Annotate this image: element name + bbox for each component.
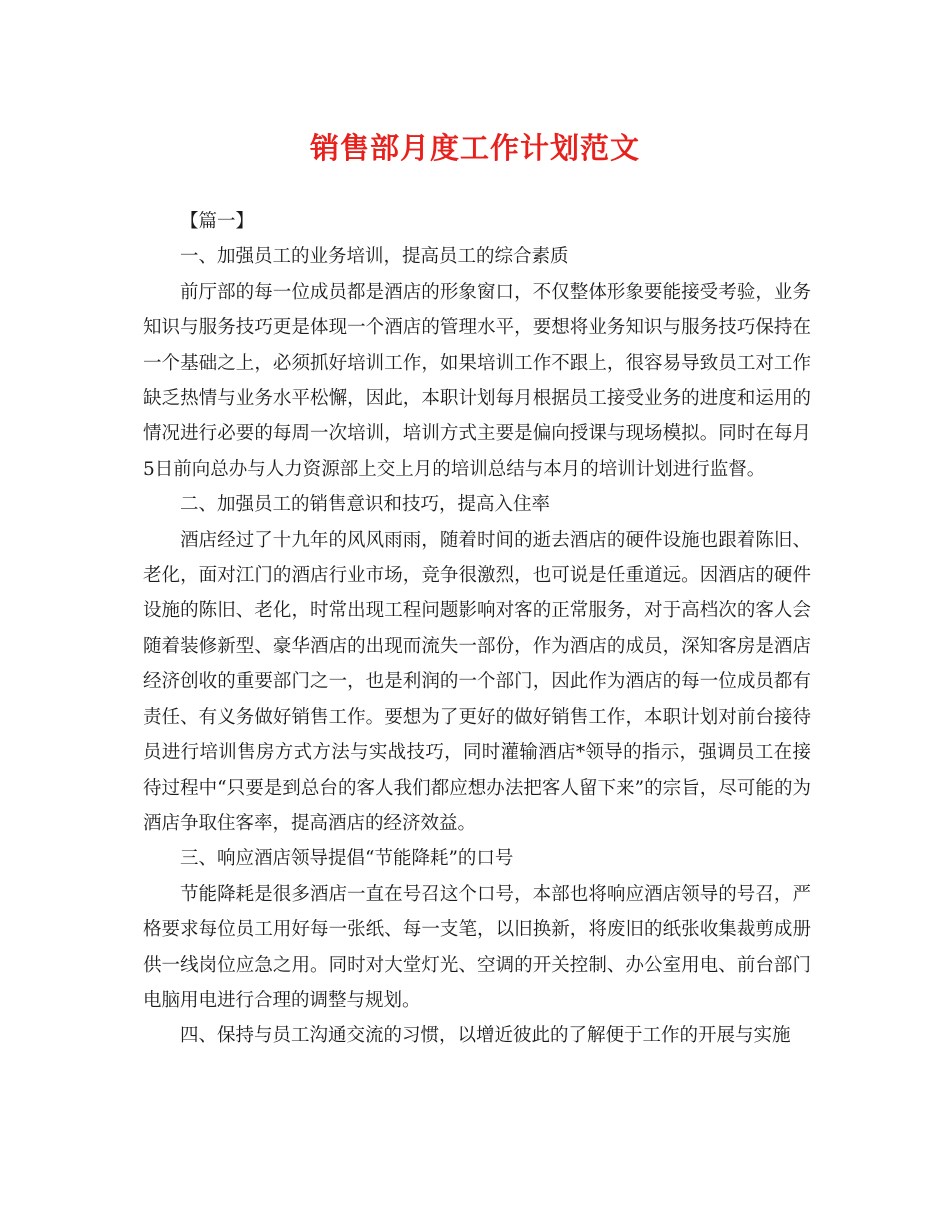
section-heading-3: 三、响应酒店领导提倡“节能降耗”的口号 <box>180 848 514 870</box>
section-heading-4: 四、保持与员工沟通交流的习惯，以增近彼此的了解便于工作的开展与实施 <box>180 1025 791 1047</box>
section-heading-1: 一、加强员工的业务培训，提高员工的综合素质 <box>180 246 569 268</box>
paragraph-3: 节能降耗是很多酒店一直在号召这个口号，本部也将响应酒店领导的号召，严格要求每位员工用好每一张纸、每一支笔，以旧换新，将废旧的纸张收集裁剪成册供一线岗位应急之用。同时对大堂灯光、空调的开关控制、办公室用电、前台部门电脑用电进行合理的调整与规划。 <box>143 883 811 1011</box>
section-heading-2: 二、加强员工的销售意识和技巧，提高入住率 <box>180 494 551 516</box>
section-label: 【篇一】 <box>180 211 255 232</box>
paragraph-2: 酒店经过了十九年的风风雨雨，随着时间的逝去酒店的硬件设施也跟着陈旧、老化，面对江门的酒店行业市场，竞争很激烈，也可说是任重道远。因酒店的硬件设施的陈旧、老化，时常出现工程问题影响对客的正常服务，对于高档次的客人会随着装修新型、豪华酒店的出现而流失一部份，作为酒店的成员，深知客房是酒店经济创收的重要部门之一，也是利润的一个部门，因此作为酒店的每一位成员都有责任、有义务做好销售工作。要想为了更好的做好销售工作，本职计划对前台接待员进行培训售房方式方法与实战技巧，同时灌输酒店*领导的指示，强调员工在接待过程中“只要是到总台的客人我们都应想办法把客人留下来”的宗旨，尽可能的为酒店争取住客率，提高酒店的经济效益。 <box>143 529 811 834</box>
paragraph-1: 前厅部的每一位成员都是酒店的形象窗口，不仅整体形象要能接受考验，业务知识与服务技巧更是体现一个酒店的管理水平，要想将业务知识与服务技巧保持在一个基础之上，必须抓好培训工作，如果培训工作不跟上，很容易导致员工对工作缺乏热情与业务水平松懈，因此，本职计划每月根据员工接受业务的进度和运用的情况进行必要的每周一次培训，培训方式主要是偏向授课与现场模拟。同时在每月5日前向总办与人力资源部上交上月的培训总结与本月的培训计划进行监督。 <box>143 281 811 480</box>
document-title: 销售部月度工作计划范文 <box>309 131 640 165</box>
document-body <box>143 204 811 1054</box>
